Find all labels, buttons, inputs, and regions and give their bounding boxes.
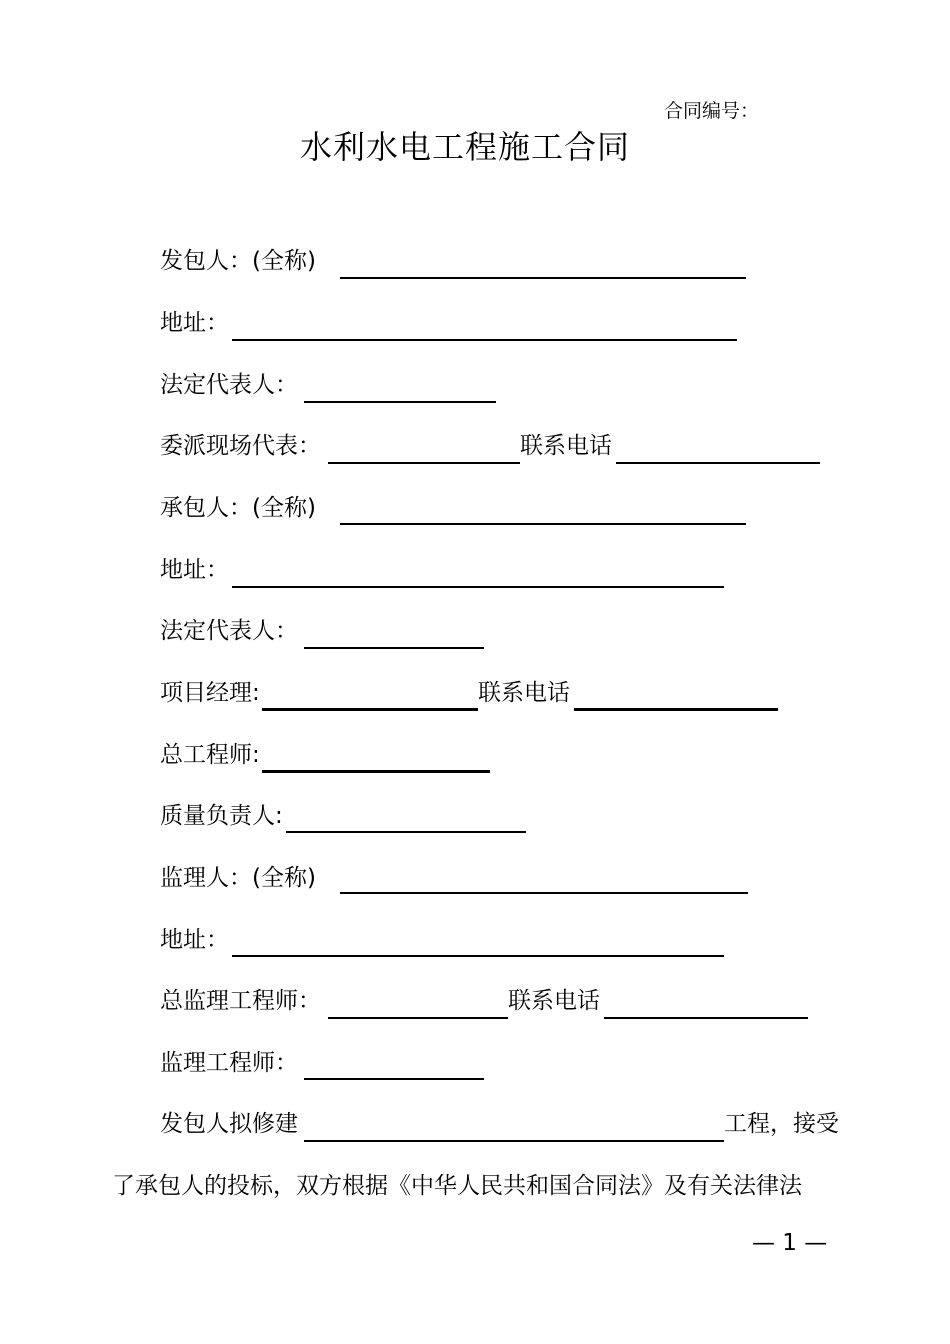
project-manager-fill-line[interactable] bbox=[262, 708, 478, 711]
chief-supervising-engineer-phone-fill-line[interactable] bbox=[604, 1017, 808, 1019]
contractor-legal-rep-label: 法定代表人： bbox=[160, 618, 298, 644]
chief-supervising-engineer-fill-line[interactable] bbox=[328, 1017, 508, 1019]
employer-address-label: 地址： bbox=[160, 310, 229, 336]
contract-number-label: 合同编号： bbox=[664, 100, 760, 122]
project-manager-phone-fill-line[interactable] bbox=[574, 708, 778, 711]
supervisor-label: 监理人：(全称) bbox=[160, 865, 316, 891]
quality-lead-label: 质量负责人: bbox=[160, 803, 283, 829]
quality-lead-fill-line[interactable] bbox=[286, 831, 526, 833]
supervisor-fill-line[interactable] bbox=[340, 892, 748, 894]
supervising-engineer-label: 监理工程师： bbox=[160, 1050, 298, 1076]
body-line2: 了承包人的投标，双方根据《中华人民共和国合同法》及有关法律法 bbox=[112, 1173, 802, 1199]
contractor-address-label: 地址： bbox=[160, 557, 229, 583]
chief-engineer-label: 总工程师: bbox=[160, 742, 260, 768]
chief-engineer-fill-line[interactable] bbox=[262, 770, 490, 773]
employer-fill-line[interactable] bbox=[340, 277, 746, 279]
site-rep-label: 委派现场代表： bbox=[160, 433, 321, 459]
project-name-fill-line[interactable] bbox=[304, 1140, 724, 1142]
chief-supervising-engineer-phone-label: 联系电话 bbox=[508, 988, 600, 1014]
site-rep-phone-fill-line[interactable] bbox=[616, 462, 820, 464]
employer-address-fill-line[interactable] bbox=[232, 339, 737, 341]
body-line1-start: 发包人拟修建 bbox=[160, 1111, 298, 1137]
chief-supervising-engineer-label: 总监理工程师： bbox=[160, 988, 321, 1014]
supervisor-address-label: 地址： bbox=[160, 927, 229, 953]
contractor-label: 承包人：(全称) bbox=[160, 495, 316, 521]
site-rep-fill-line[interactable] bbox=[328, 462, 520, 464]
employer-label: 发包人：(全称) bbox=[160, 248, 316, 274]
employer-legal-rep-label: 法定代表人： bbox=[160, 372, 298, 398]
project-manager-phone-label: 联系电话 bbox=[478, 680, 570, 706]
site-rep-phone-label: 联系电话 bbox=[520, 433, 612, 459]
supervisor-address-fill-line[interactable] bbox=[232, 955, 724, 957]
body-line1-end: 工程，接受 bbox=[724, 1111, 839, 1137]
employer-legal-rep-fill-line[interactable] bbox=[304, 401, 496, 403]
project-manager-label: 项目经理: bbox=[160, 680, 260, 706]
document-title: 水利水电工程施工合同 bbox=[300, 128, 631, 166]
supervising-engineer-fill-line[interactable] bbox=[304, 1078, 484, 1080]
contractor-fill-line[interactable] bbox=[340, 523, 746, 525]
page-number: — 1 — bbox=[752, 1230, 828, 1256]
contractor-address-fill-line[interactable] bbox=[232, 586, 724, 588]
contractor-legal-rep-fill-line[interactable] bbox=[304, 647, 484, 649]
